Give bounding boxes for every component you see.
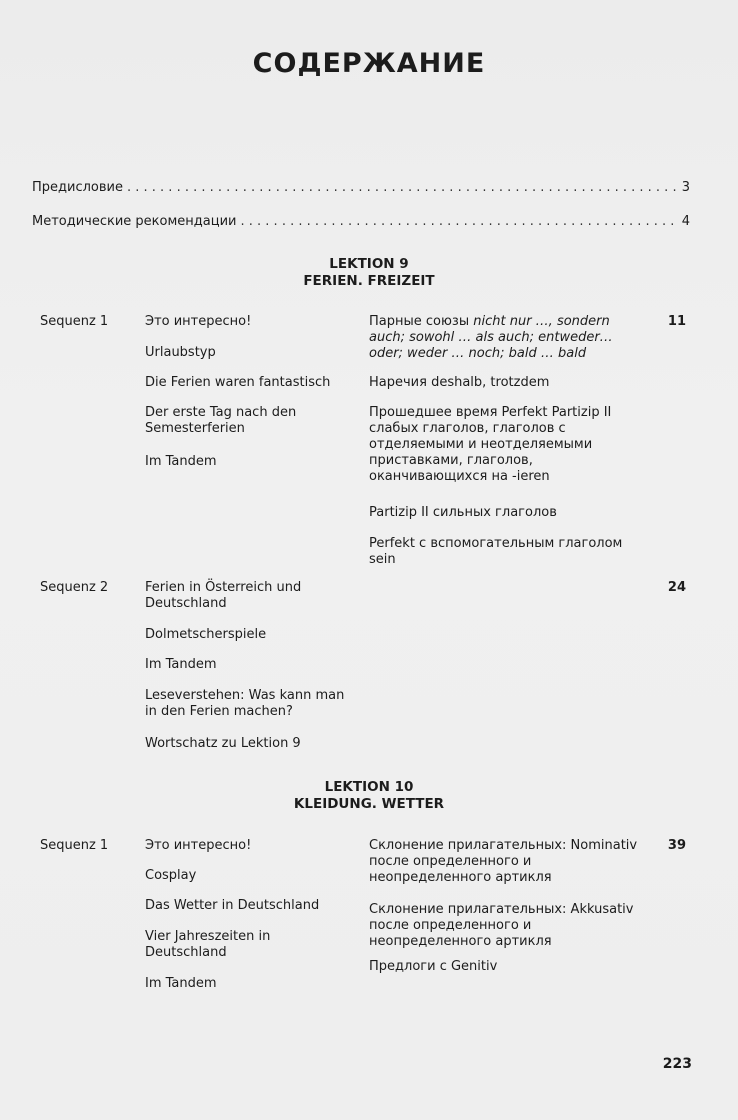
- sequenz-label: Sequenz 1: [40, 838, 109, 853]
- grammar-item: Наречия deshalb, trotzdem: [369, 375, 550, 390]
- topic-item[interactable]: Im Tandem: [145, 657, 217, 672]
- topic-item[interactable]: Im Tandem: [145, 454, 217, 469]
- lektion-title: KLEIDUNG. WETTER: [293, 796, 445, 812]
- topic-item[interactable]: Das Wetter in Deutschland: [145, 898, 320, 913]
- page-ref: 24: [667, 580, 686, 595]
- toc-entry-label: Методические рекомендации: [32, 214, 237, 229]
- topic-item[interactable]: Urlaubstyp: [145, 345, 216, 360]
- lektion-9-heading: [0, 256, 738, 290]
- grammar-italic: nicht nur …, sondern auch; sowohl … als auch; entweder… oder; weder … noch; bald … bald: [369, 314, 613, 361]
- topic-item[interactable]: Vier Jahreszeiten in Deutschland: [145, 929, 271, 960]
- page-number: 223: [662, 1056, 692, 1072]
- page-ref: 11: [667, 314, 686, 329]
- grammar-item: Perfekt с вспомогательным глаголом sein: [369, 536, 623, 567]
- lektion-number: LEKTION 9: [329, 256, 409, 272]
- toc-entry-label: Предисловие: [32, 180, 123, 195]
- grammar-item: Прошедшее время Perfekt Partizip II слабых глаголов, глаголов с отделяемыми и неотделяемыми приставками, глаголов, оканчивающихся на -ieren: [369, 405, 612, 484]
- topic-item[interactable]: Der erste Tag nach den Semesterferien: [145, 405, 297, 436]
- toc-entry-page: 4: [681, 214, 690, 229]
- lektion-number: LEKTION 10: [324, 779, 414, 795]
- topic-item[interactable]: Wortschatz zu Lektion 9: [145, 736, 301, 751]
- sequenz-label: Sequenz 1: [40, 314, 109, 329]
- topic-item[interactable]: Die Ferien waren fantastisch: [145, 375, 331, 390]
- dot-leader: [127, 180, 678, 195]
- dot-leader: [241, 214, 678, 229]
- topic-item[interactable]: Это интересно!: [145, 314, 252, 329]
- page-ref: 39: [667, 838, 686, 853]
- topic-item[interactable]: Leseverstehen: Was kann man in den Ferien machen?: [145, 688, 345, 719]
- lektion-title: FERIEN. FREIZEIT: [303, 273, 435, 289]
- grammar-item: Предлоги с Genitiv: [369, 959, 498, 974]
- grammar-item: Склонение прилагательных: Akkusativ после определенного и неопределенного артикля: [369, 902, 634, 949]
- topic-item[interactable]: Im Tandem: [145, 976, 217, 991]
- page-title: СОДЕРЖАНИЕ: [252, 48, 486, 79]
- toc-entry-method[interactable]: [32, 214, 690, 229]
- toc-entry-preface[interactable]: [32, 180, 690, 195]
- lektion-10-heading: [0, 779, 738, 813]
- toc-entry-page: 3: [681, 180, 690, 195]
- topic-item[interactable]: Dolmetscherspiele: [145, 627, 267, 642]
- topic-item[interactable]: Ferien in Österreich und Deutschland: [145, 580, 302, 611]
- topic-item[interactable]: Это интересно!: [145, 838, 252, 853]
- sequenz-label: Sequenz 2: [40, 580, 109, 595]
- topic-item[interactable]: Cosplay: [145, 868, 197, 883]
- grammar-item: Partizip II сильных глаголов: [369, 505, 557, 520]
- grammar-item: Склонение прилагательных: Nominativ после определенного и неопределенного артикля: [369, 838, 638, 885]
- grammar-item: Парные союзы nicht nur …, sondern auch; sowohl … als auch; entweder… oder; weder … noch; bald … bald: [369, 314, 613, 361]
